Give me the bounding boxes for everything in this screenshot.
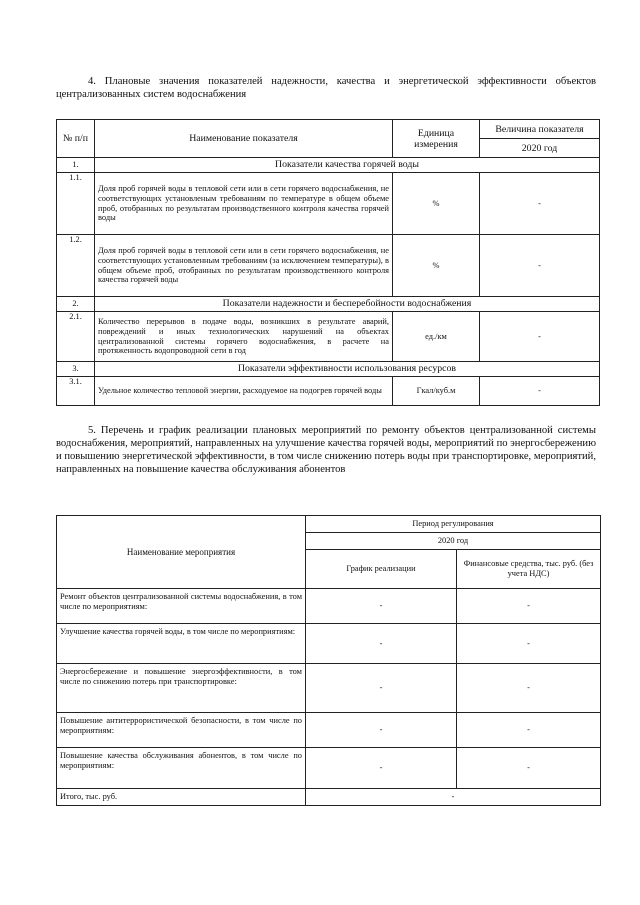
total-row: [57, 789, 601, 806]
section-row: 2. Показатели надежности и бесперебойности водоснабжения: [57, 297, 600, 312]
table-row: Повышение качества обслуживания абонентов, в том числе по мероприятиям: - -: [57, 748, 601, 789]
header-period: Период регулирования: [306, 516, 601, 533]
header-value: Величина показателя: [480, 120, 600, 139]
header-activity-name: Наименование мероприятия: [57, 516, 306, 589]
section-4-heading: 4. Плановые значения показателей надежности, качества и энергетической эффективности объектов централизованных систем водоснабжения: [56, 76, 596, 100]
header-year: 2020 год: [480, 139, 600, 158]
total-value: -: [306, 789, 601, 806]
table-row: Энергосбережение и повышение энергоэффективности, в том числе по снижению потерь при транспортировке: - -: [57, 664, 601, 713]
indicators-table: [56, 119, 600, 406]
table-row: Ремонт объектов централизованной системы водоснабжения, в том числе по мероприятиям: - -: [57, 589, 601, 624]
activities-header-row: [57, 516, 601, 533]
table-row: Улучшение качества горячей воды, в том числе по мероприятиям: - -: [57, 624, 601, 664]
section-5-heading: 5. Перечень и график реализации плановых мероприятий по ремонту объектов централизованной системы водоснабжения, мероприятий, направленных на улучшение качества горячей воды, мероприятий по энергосбережению и повышению энергетической эффективности, в том числе снижению потерь воды при транспортировке, мероприятий, направленных на повышение качества обслуживания абонентов: [56, 425, 596, 475]
table-row: 2.1. Количество перерывов в подаче воды, возникших в результате аварий, повреждений и иных технологических нарушений на объектах централизованной системы горячего водоснабжения, в расчете на протяженность водопроводной сети в год ед./км -: [57, 312, 600, 362]
table-row: 1.1. Доля проб горячей воды в тепловой сети или в сети горячего водоснабжения, не соответствующих установленым требованиям по температуре в общем объеме проб, отобранных по результатам производственного контроля качества горячей воды % -: [57, 173, 600, 235]
header-finance: Финансовые средства, тыс. руб. (без учета НДС): [457, 550, 601, 589]
section-row: 3. Показатели эффективности использования ресурсов: [57, 362, 600, 377]
header-year: 2020 год: [306, 533, 601, 550]
section-row: 1. Показатели качества горячей воды: [57, 158, 600, 173]
table-row: Повышение антитеррористической безопасности, в том числе по мероприятиям: - -: [57, 713, 601, 748]
total-label: Итого, тыс. руб.: [57, 789, 306, 806]
table-row: 3.1. Удельное количество тепловой энергии, расходуемое на подогрев горячей воды Гкал/куб.м -: [57, 377, 600, 406]
header-schedule: График реализации: [306, 550, 457, 589]
header-name: Наименование показателя: [95, 120, 393, 158]
activities-table: [56, 515, 601, 806]
indicators-header-row: [57, 120, 600, 139]
header-num: № п/п: [57, 120, 95, 158]
table-row: 1.2. Доля проб горячей воды в тепловой сети или в сети горячего водоснабжения, не соответствующих установленным требованиям (за исключением температуры), в общем объеме проб, отобранных по результатам производственного контроля качества горячей воды % -: [57, 235, 600, 297]
header-unit: Единица измерения: [393, 120, 480, 158]
